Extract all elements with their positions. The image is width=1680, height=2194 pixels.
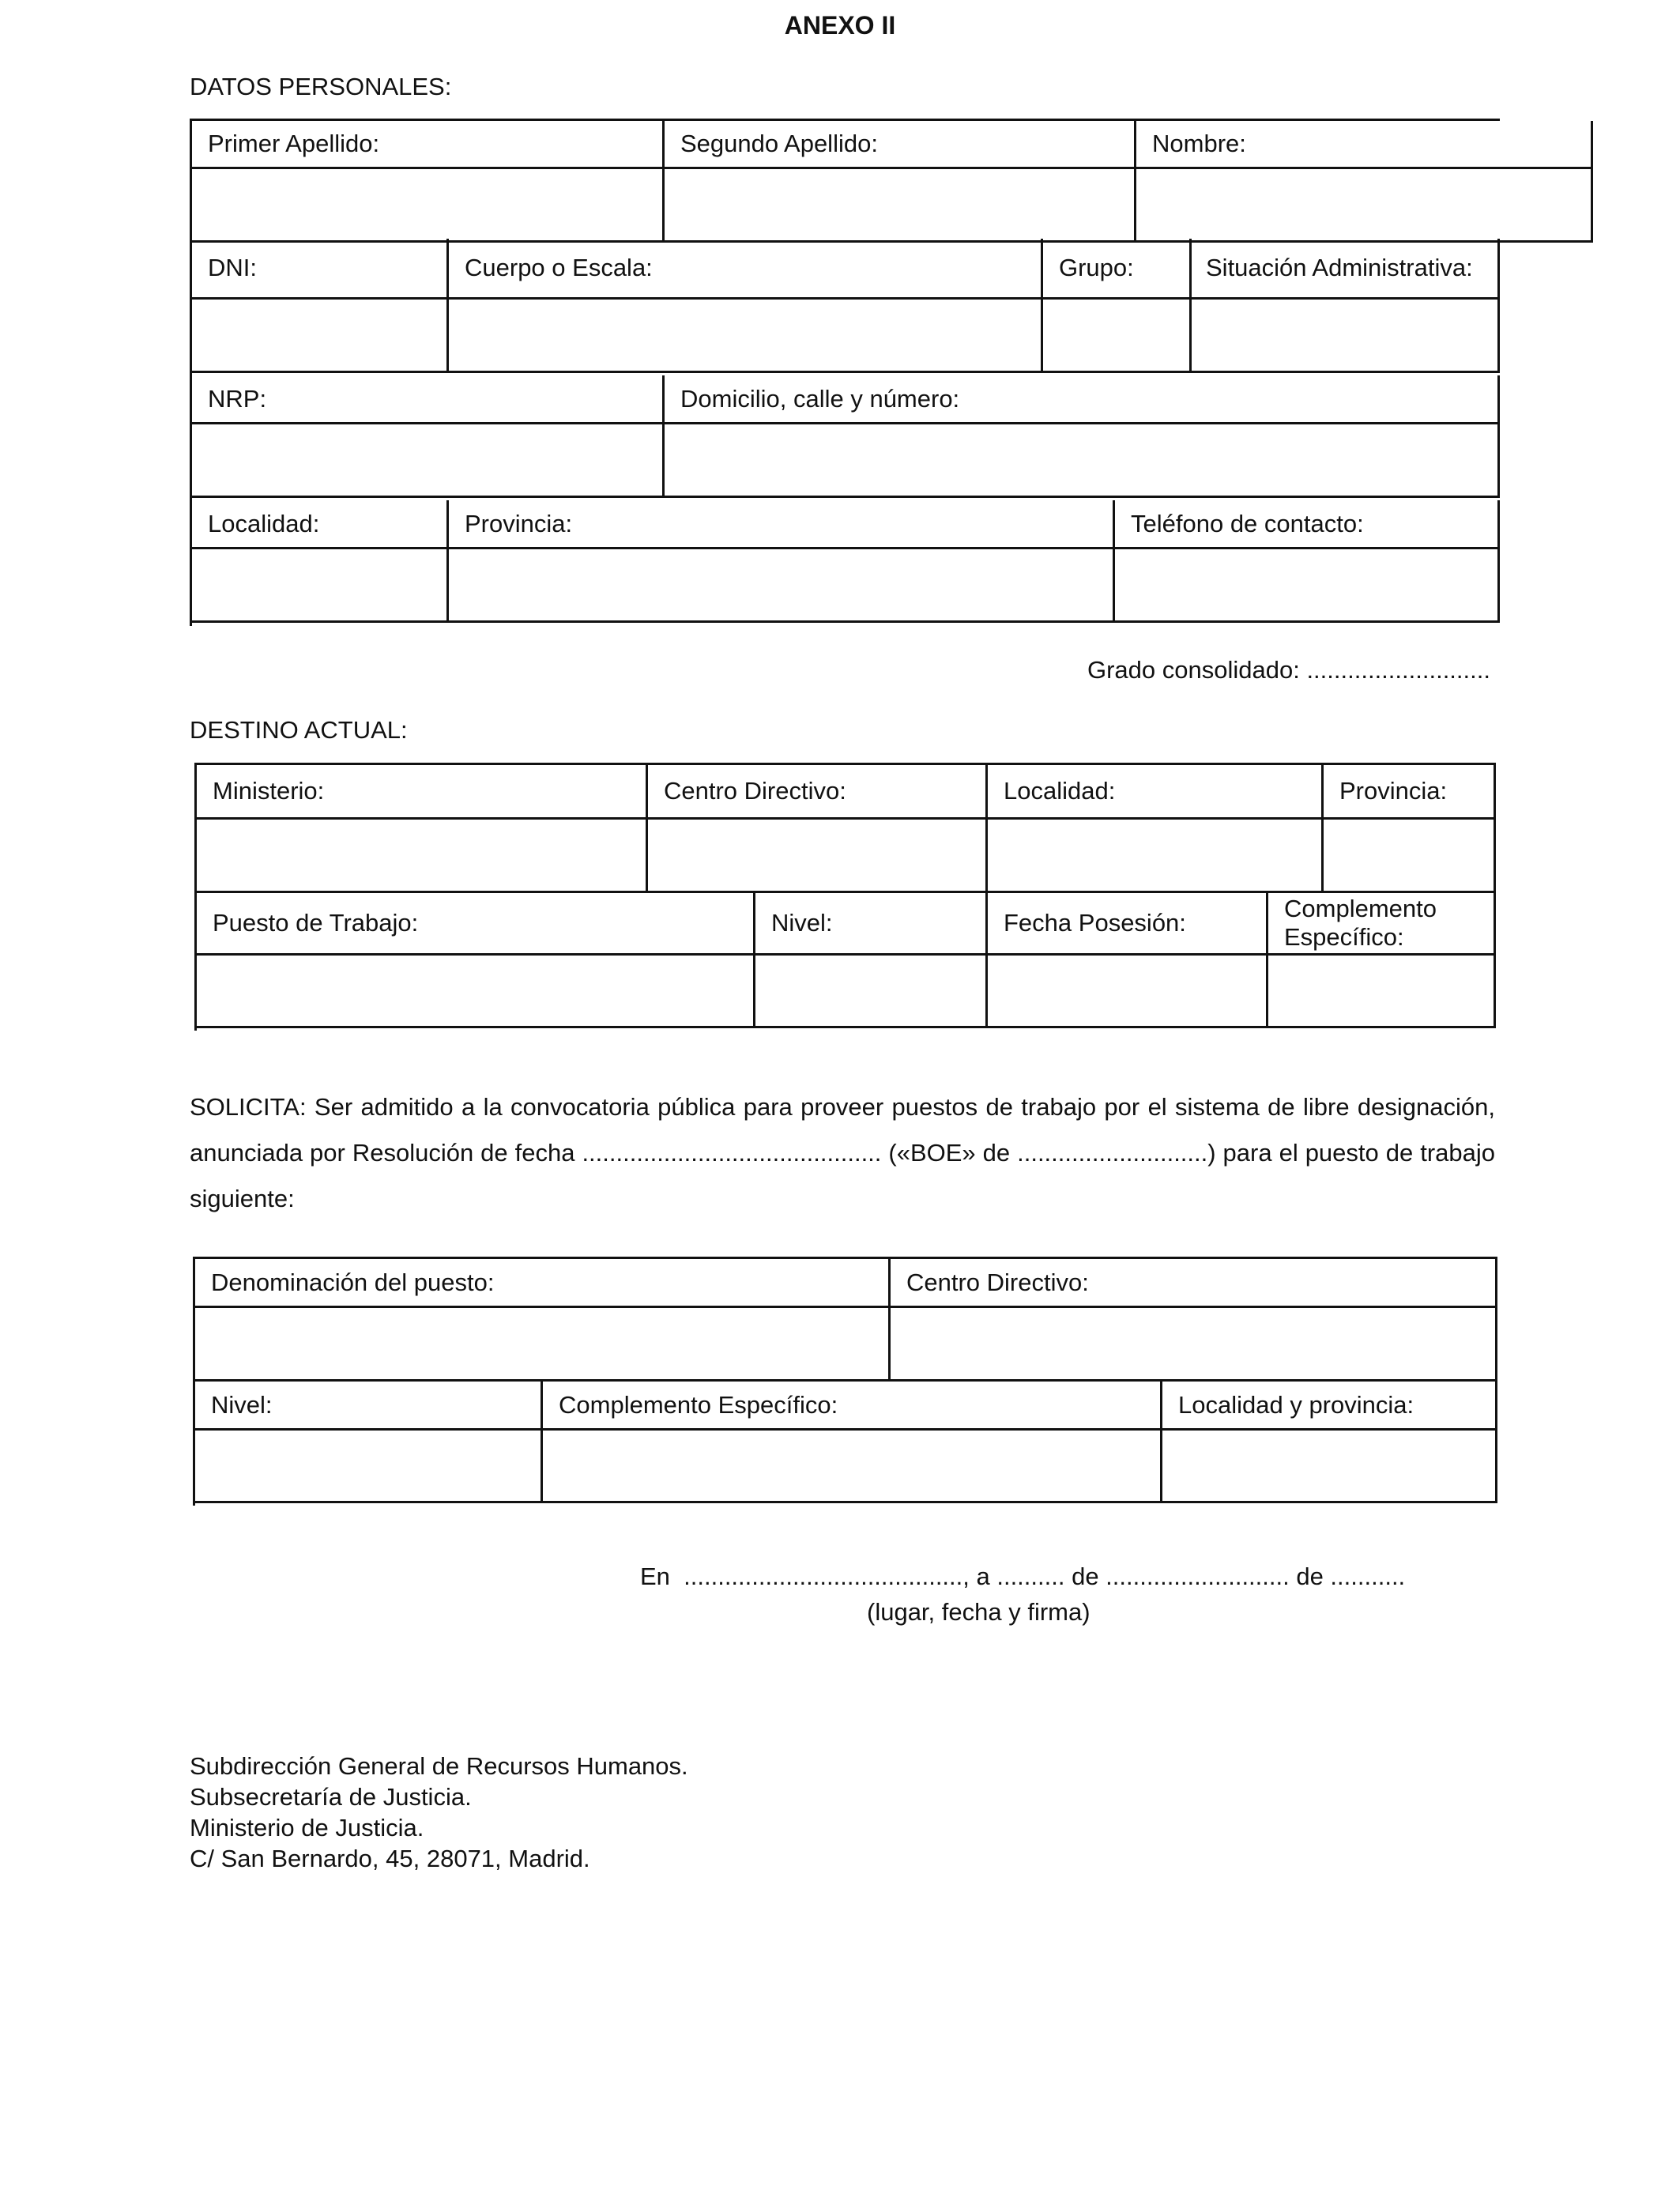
telefono-field[interactable] <box>1115 549 1500 623</box>
dni-field[interactable] <box>192 300 449 373</box>
primer-apellido-field[interactable] <box>192 169 665 243</box>
puesto-localidad-provincia-label: Localidad y provincia: <box>1162 1382 1497 1431</box>
denominacion-puesto-field[interactable] <box>195 1308 891 1382</box>
address-line: Subsecretaría de Justicia. <box>190 1783 472 1811</box>
puesto-localidad-provincia-field[interactable] <box>1162 1431 1497 1503</box>
datos-personales-table-row2 <box>190 239 1500 375</box>
nrp-field[interactable] <box>192 424 665 498</box>
datos-personales-heading: DATOS PERSONALES: <box>190 73 452 100</box>
puesto-trabajo-field[interactable] <box>197 956 755 1028</box>
puesto-table-row1 <box>193 1257 1497 1382</box>
grupo-label: Grupo: <box>1043 239 1192 300</box>
puesto-centro-directivo-label: Centro Directivo: <box>891 1259 1497 1308</box>
situacion-administrativa-field[interactable] <box>1192 300 1500 373</box>
localidad-label: Localidad: <box>192 500 449 549</box>
address-line: Subdirección General de Recursos Humanos. <box>190 1752 688 1780</box>
domicilio-field[interactable] <box>665 424 1500 498</box>
situacion-administrativa-label: Situación Administrativa: <box>1192 239 1500 300</box>
nivel-label: Nivel: <box>755 893 988 956</box>
cuerpo-escala-label: Cuerpo o Escala: <box>449 239 1043 300</box>
complemento-especifico-label: Complemento Específico: <box>1268 893 1496 956</box>
ministerio-field[interactable] <box>197 820 648 893</box>
fecha-posesion-field[interactable] <box>988 956 1268 1028</box>
segundo-apellido-field[interactable] <box>665 169 1136 243</box>
address-line: Ministerio de Justicia. <box>190 1814 424 1842</box>
solicita-paragraph: SOLICITA: Ser admitido a la convocatoria pública para proveer puestos de trabajo por el sistema de libre designación, anunciada por Resolución de fecha ............................................ («BOE» de ............................) para el puesto de trabajo siguiente: <box>190 1093 1495 1212</box>
fecha-posesion-label: Fecha Posesión: <box>988 893 1268 956</box>
nombre-field[interactable] <box>1136 169 1593 243</box>
puesto-nivel-label: Nivel: <box>195 1382 543 1431</box>
destino-provincia-label: Provincia: <box>1324 765 1496 820</box>
segundo-apellido-label: Segundo Apellido: <box>665 121 1136 169</box>
nombre-label: Nombre: <box>1136 121 1593 169</box>
puesto-trabajo-label: Puesto de Trabajo: <box>197 893 755 956</box>
datos-personales-table-row3 <box>190 375 1500 500</box>
grupo-field[interactable] <box>1043 300 1192 373</box>
datos-personales-table-row4 <box>190 500 1500 625</box>
destino-localidad-field[interactable] <box>988 820 1324 893</box>
ministerio-label: Ministerio: <box>197 765 648 820</box>
provincia-field[interactable] <box>449 549 1115 623</box>
destino-actual-heading: DESTINO ACTUAL: <box>190 716 408 744</box>
puesto-complemento-field[interactable] <box>543 1431 1162 1503</box>
grado-consolidado: Grado consolidado: ........................... <box>1087 656 1490 684</box>
puesto-table-row2 <box>193 1382 1497 1506</box>
signature-line: En ........................................., a .......... de ........................... de ........... <box>640 1563 1406 1590</box>
puesto-centro-directivo-field[interactable] <box>891 1308 1497 1382</box>
page-title: ANEXO II <box>784 11 896 40</box>
address-line: C/ San Bernardo, 45, 28071, Madrid. <box>190 1845 590 1872</box>
primer-apellido-label: Primer Apellido: <box>192 121 665 169</box>
destino-actual-table-row2 <box>194 893 1496 1031</box>
puesto-nivel-field[interactable] <box>195 1431 543 1503</box>
destino-localidad-label: Localidad: <box>988 765 1324 820</box>
cuerpo-escala-field[interactable] <box>449 300 1043 373</box>
destino-provincia-field[interactable] <box>1324 820 1496 893</box>
localidad-field[interactable] <box>192 549 449 623</box>
domicilio-label: Domicilio, calle y número: <box>665 375 1500 424</box>
complemento-especifico-field[interactable] <box>1268 956 1496 1028</box>
puesto-complemento-label: Complemento Específico: <box>543 1382 1162 1431</box>
dni-label: DNI: <box>192 239 449 300</box>
denominacion-puesto-label: Denominación del puesto: <box>195 1259 891 1308</box>
telefono-label: Teléfono de contacto: <box>1115 500 1500 549</box>
provincia-label: Provincia: <box>449 500 1115 549</box>
signature-caption: (lugar, fecha y firma) <box>867 1598 1090 1626</box>
nrp-label: NRP: <box>192 375 665 424</box>
destino-actual-table-row1 <box>194 763 1496 893</box>
nivel-field[interactable] <box>755 956 988 1028</box>
centro-directivo-field[interactable] <box>648 820 988 893</box>
centro-directivo-label: Centro Directivo: <box>648 765 988 820</box>
address-block <box>190 1751 688 1874</box>
